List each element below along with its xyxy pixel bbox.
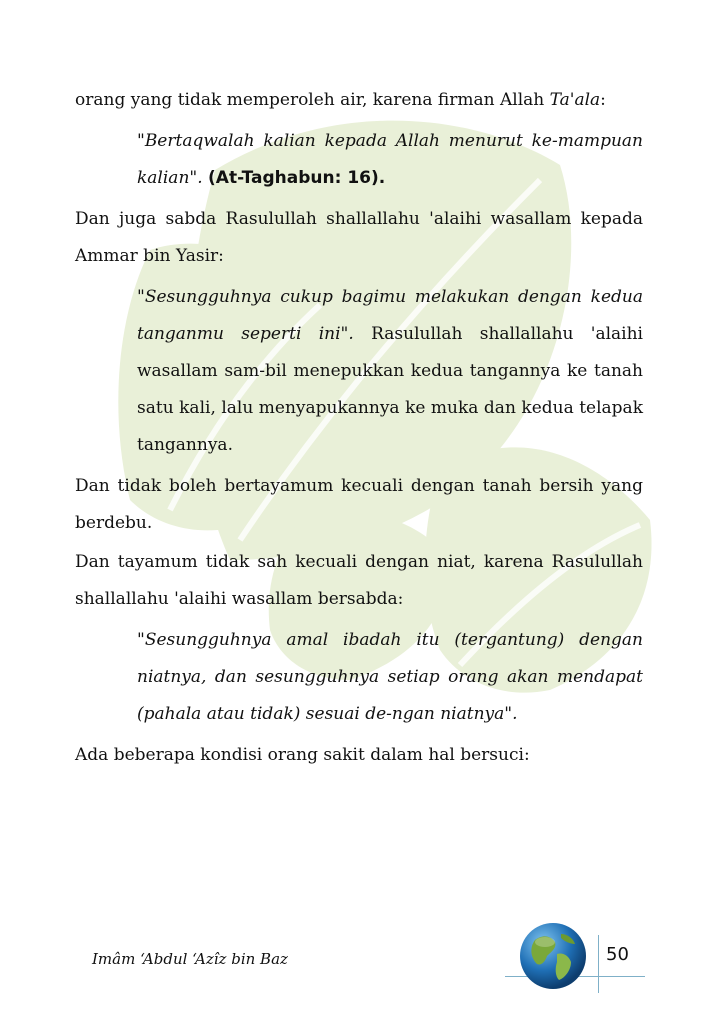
paragraph-3: Dan tidak boleh bertayamum kecuali dengan tanah bersih yang berdebu. bbox=[75, 476, 643, 533]
quote-2-italic: "Sesungguhnya cukup bagimu melakukan dengan kedua tanganmu seperti ini". bbox=[137, 287, 643, 344]
paragraph-1-italic: Ta'ala bbox=[549, 90, 601, 110]
paragraph-2: Dan juga sabda Rasulullah shallallahu 'alaihi wasallam kepada Ammar bin Yasir: bbox=[75, 209, 643, 266]
paragraph-1-colon: : bbox=[600, 90, 606, 110]
page-number: 50 bbox=[606, 944, 629, 965]
paragraph-5: Ada beberapa kondisi orang sakit dalam hal bersuci: bbox=[75, 745, 530, 765]
paragraph-1 bbox=[75, 82, 643, 119]
quote-1-text: "Bertaqwalah kalian kepada Allah menurut ke-mampuan kalian". bbox=[137, 131, 643, 188]
page-content bbox=[75, 82, 643, 776]
quote-2-text: Rasulullah shallallahu 'alaihi wasallam sam-bil menepukkan kedua tangannya ke tanah satu kali, lalu menyapukannya ke muka dan kedua telapak tangannya. bbox=[137, 324, 643, 455]
quote-1-reference: (At-Taghabun: 16). bbox=[208, 168, 386, 188]
globe-icon bbox=[517, 920, 589, 992]
paragraph-4: Dan tayamum tidak sah kecuali dengan niat, karena Rasulullah shallallahu 'alaihi wasallam bersabda: bbox=[75, 552, 643, 609]
footer-author: Imâm ‘Abdul ‘Azîz bin Baz bbox=[92, 950, 288, 968]
quote-1 bbox=[137, 123, 643, 197]
quote-2 bbox=[137, 279, 643, 464]
footer-divider-vertical bbox=[598, 935, 599, 993]
quote-3: "Sesungguhnya amal ibadah itu (tergantung) dengan niatnya, dan sesungguhnya setiap orang akan mendapat (pahala atau tidak) sesuai de-ngan niatnya". bbox=[137, 630, 643, 724]
paragraph-1-text: orang yang tidak memperoleh air, karena firman Allah bbox=[75, 90, 550, 110]
